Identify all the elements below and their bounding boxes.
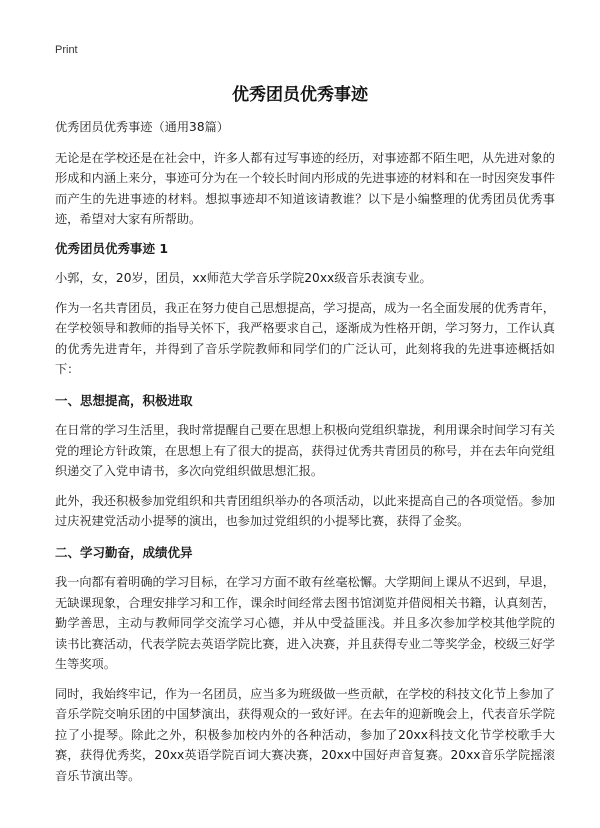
study-paragraph-1: 我一向都有着明确的学习目标，在学习方面不敢有丝毫松懈。大学期间上课从不迟到，早退，无缺课现象，合理安排学习和工作，课余时间经常去图书馆浏览并借阅相关书籍，认真刻苦，勤学善思，主动与教师同学交流学习心德，并从中受益匪浅。并且多次参加学校其他学院的 读书比赛活动，代表学院去英语学院比赛，进入决赛，并且获得专业二等奖学金，校级三好学生等奖项。 xyxy=(55,575,555,671)
intro-paragraph: 无论是在学校还是在社会中，许多人都有过写事迹的经历，对事迹都不陌生吧，从先进对象的形成和内涵上来分，事迹可分为在一个较长时间内形成的先进事迹的材料和在一时因突发事件而产生的先进事迹的材料。想拟事迹却不知道该请教谁？以下是小编整理的优秀团员优秀事迹，希望对大家有所帮助。 xyxy=(55,150,555,226)
profile-paragraph: 小郭，女，20岁，团员，xx师范大学音乐学院20xx级音乐表演专业。 xyxy=(55,271,432,285)
page-title: 优秀团员优秀事迹 xyxy=(232,85,368,105)
study-paragraph-2: 同时，我始终牢记，作为一名团员，应当多为班级做一些贡献，在学校的科技文化节上参加了音乐学院交响乐团的中国梦演出，获得观众的一致好评。在去年的迎新晚会上，代表音乐学院拉了小提琴。除此之外，积极参加校内外的各种活动，参加了20xx科技文化节学校歌手大赛，获得优秀奖，20xx英语学院百词大赛决赛，20xx中国好声音复赛。20xx音乐学院摇滚音乐节演出等。 xyxy=(55,686,555,783)
overview-paragraph: 作为一名共青团员，我正在努力使自己思想提高，学习提高，成为一名全面发展的优秀青年，在学校领导和教师的指导关怀下，我严格要求自己，逐渐成为性格开朗，学习努力，工作认真的优秀先进青年，并得到了音乐学院教师和同学们的广泛认可，此刻将我的先进事迹概括如下： xyxy=(55,300,555,376)
document-subtitle: 优秀团员优秀事迹（通用38篇） xyxy=(55,120,229,134)
heading-study: 二、学习勤奋，成绩优异 xyxy=(55,544,193,560)
print-link[interactable]: Print xyxy=(55,44,78,56)
thought-paragraph-2: 此外，我还积极参加党组织和共青团组织举办的各项活动，以此来提高自己的各项觉悟。参加过庆祝建党活动小提琴的演出，也参加过党组织的小提琴比赛，获得了金奖。 xyxy=(55,493,555,528)
section-title: 优秀团员优秀事迹 1 xyxy=(55,240,169,256)
heading-thought: 一、思想提高，积极进取 xyxy=(55,392,193,408)
thought-paragraph-1: 在日常的学习生活里，我时常提醒自己要在思想上积极向党组织靠拢，利用课余时间学习有关党的理论方针政策，在思想上有了很大的提高，获得过优秀共青团员的称号，并在去年向党组织递交了入党申请书，多次向党组织做思想汇报。 xyxy=(55,423,555,478)
document-body xyxy=(55,117,555,795)
